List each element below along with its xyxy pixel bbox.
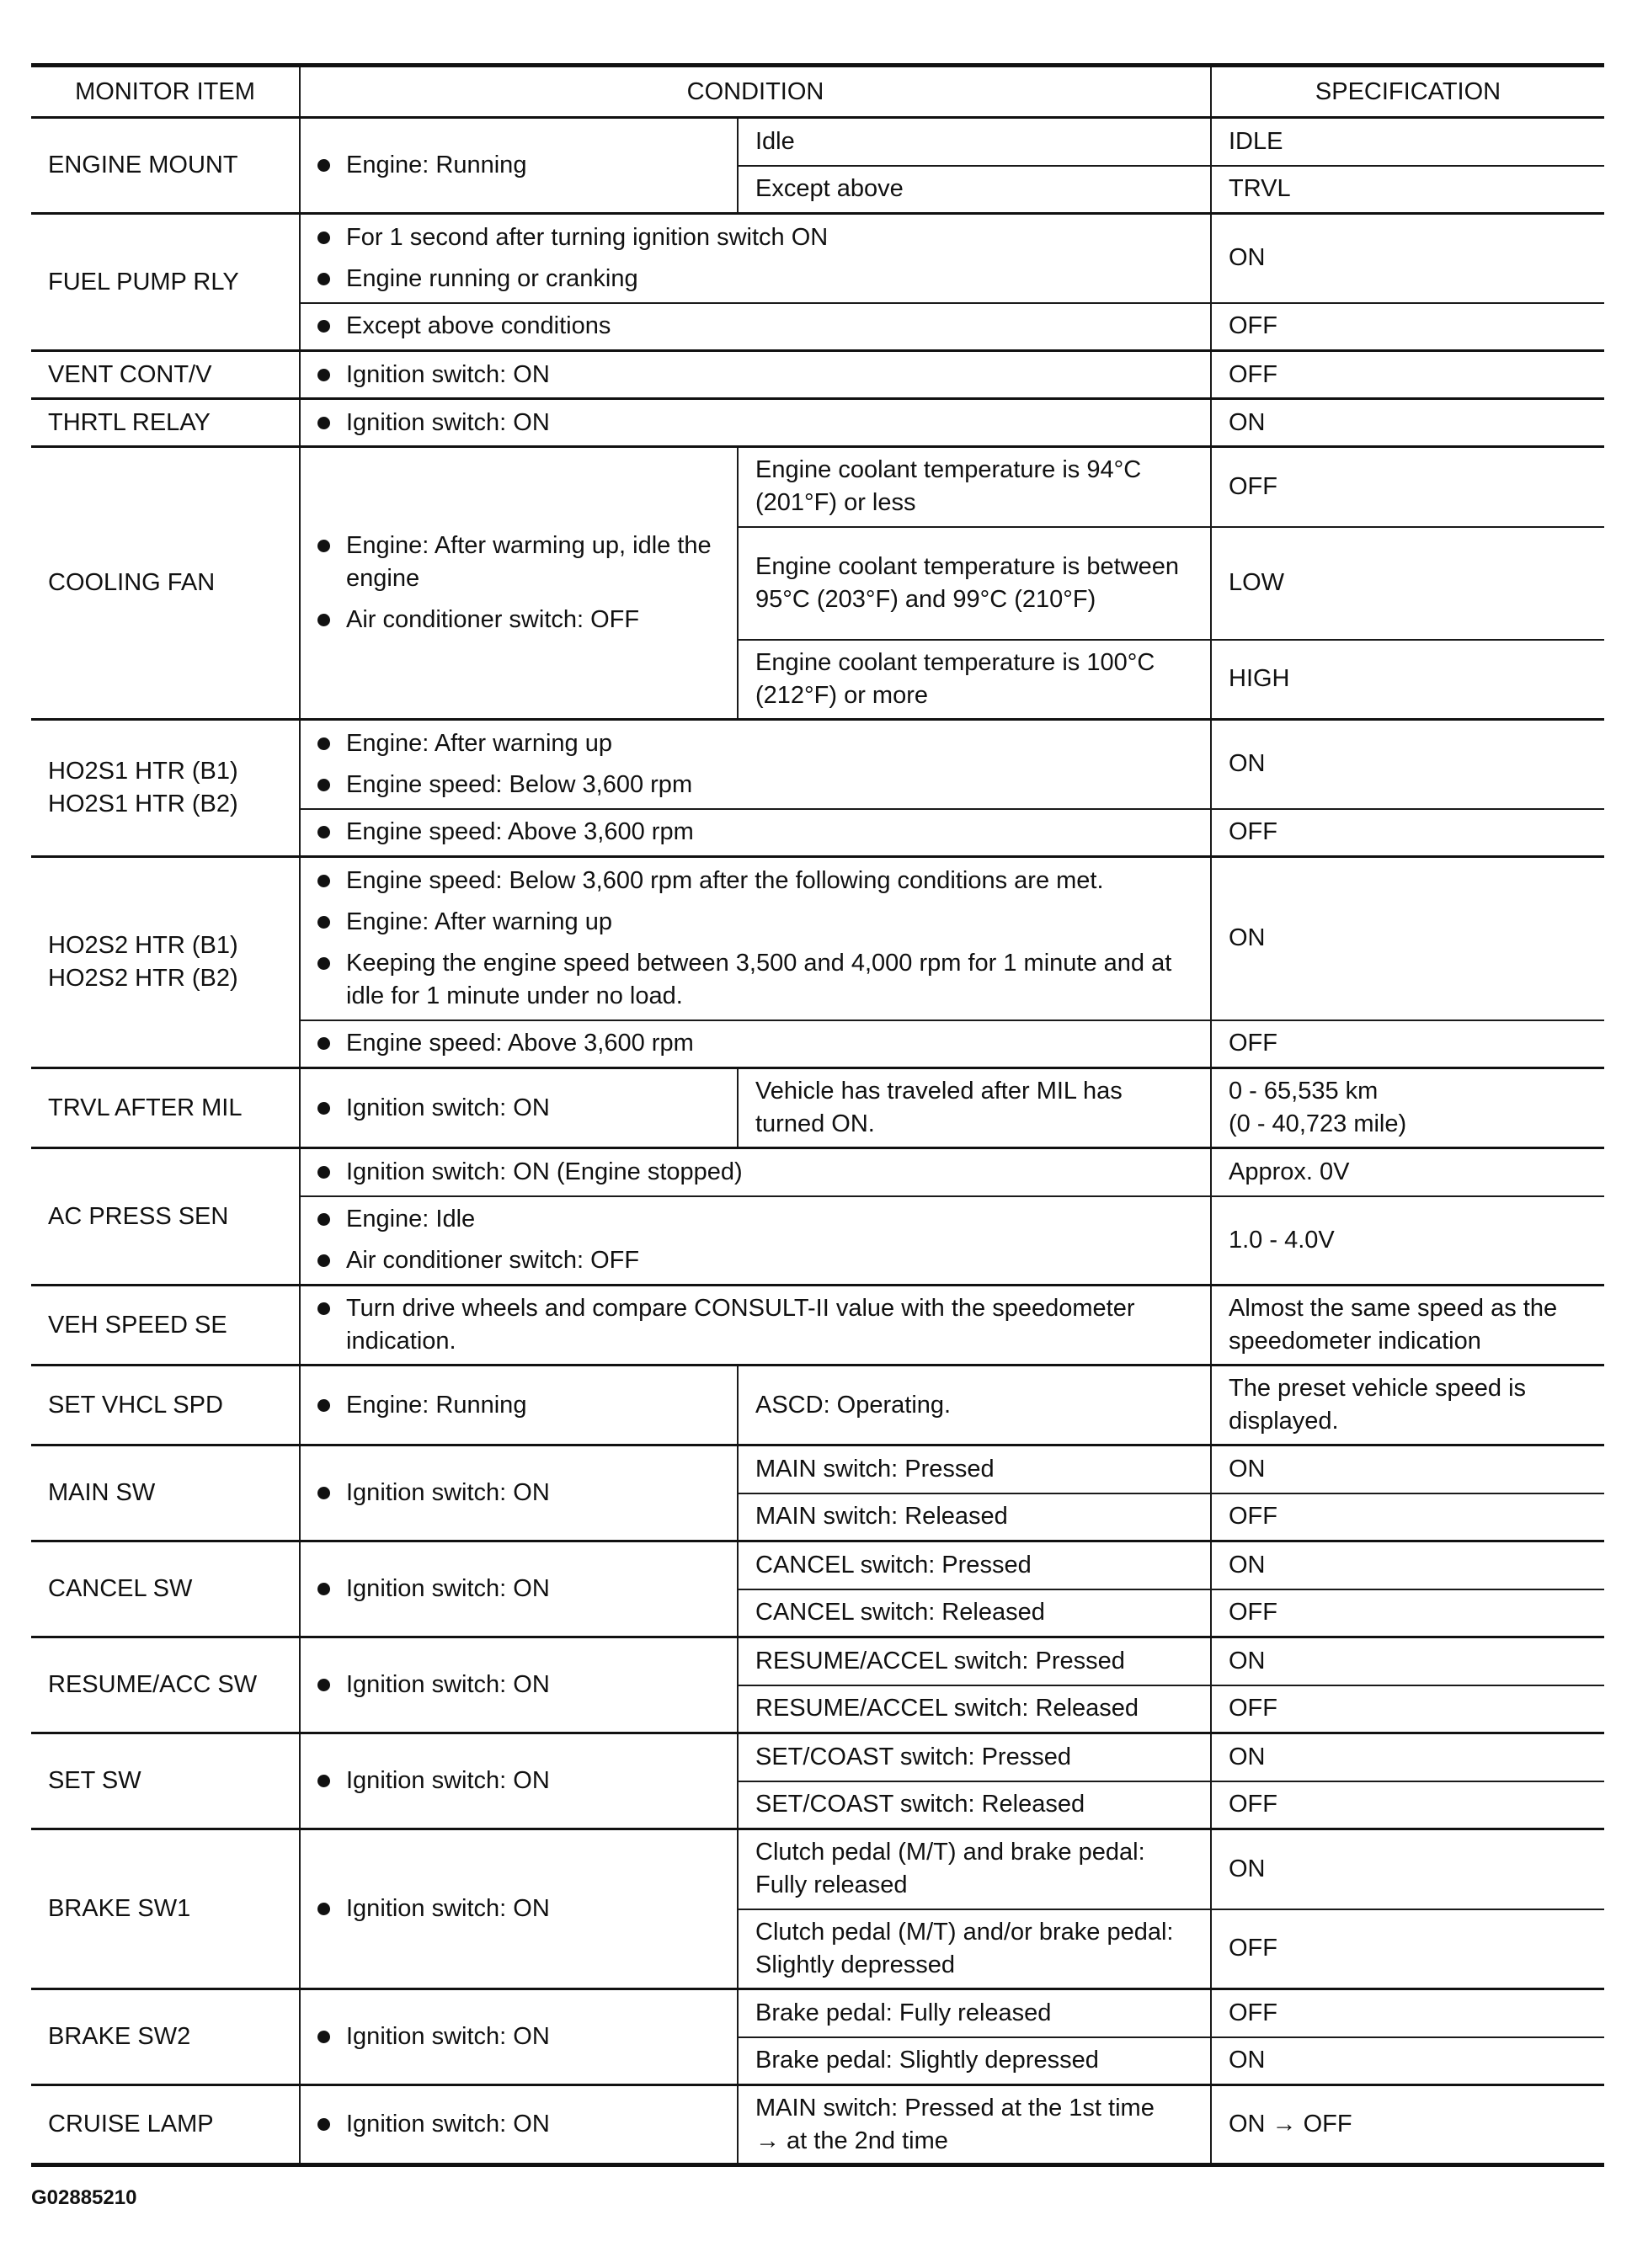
table-row: [31, 857, 1604, 1020]
sub-condition-cell: RESUME/ACCEL switch: Pressed: [738, 1637, 1211, 1685]
header-condition: CONDITION: [300, 66, 1211, 118]
header-monitor-item: MONITOR ITEM: [31, 66, 300, 118]
sub-condition-cell: Vehicle has traveled after MIL has turned ON.: [738, 1068, 1211, 1148]
figure-code: G02885210: [31, 2186, 137, 2209]
monitor-item-cell: HO2S2 HTR (B1) HO2S2 HTR (B2): [31, 857, 300, 1068]
specification-cell: OFF: [1211, 447, 1604, 527]
specification-cell: ON: [1211, 1541, 1604, 1589]
condition-cell: Ignition switch: ON: [300, 1541, 738, 1637]
condition-cell: For 1 second after turning ignition switch ON Engine running or cranking: [300, 214, 1211, 303]
specification-cell: IDLE: [1211, 118, 1604, 166]
specification-cell: OFF: [1211, 1589, 1604, 1637]
condition-cell: Ignition switch: ON (Engine stopped): [300, 1148, 1211, 1196]
table-row: [31, 1148, 1604, 1196]
monitor-item-cell: VEH SPEED SE: [31, 1286, 300, 1366]
condition-cell: Engine: Running: [300, 118, 738, 214]
table-row: [31, 214, 1604, 303]
table-row: [31, 1286, 1604, 1366]
specification-cell: OFF: [1211, 809, 1604, 857]
condition-cell: Ignition switch: ON: [300, 1829, 738, 1989]
table-row: [31, 447, 1604, 527]
specification-cell: OFF: [1211, 1909, 1604, 1989]
condition-cell: Ignition switch: ON: [300, 1445, 738, 1541]
condition-cell: Ignition switch: ON: [300, 399, 1211, 447]
specification-cell: 1.0 - 4.0V: [1211, 1196, 1604, 1286]
monitor-item-cell: VENT CONT/V: [31, 351, 300, 399]
condition-cell: Ignition switch: ON: [300, 1637, 738, 1733]
condition-cell: Ignition switch: ON: [300, 1733, 738, 1829]
specification-cell: The preset vehicle speed is displayed.: [1211, 1366, 1604, 1445]
table-row: [31, 1541, 1604, 1589]
monitor-item-cell: SET SW: [31, 1733, 300, 1829]
sub-condition-cell: CANCEL switch: Pressed: [738, 1541, 1211, 1589]
sub-condition-cell: CANCEL switch: Released: [738, 1589, 1211, 1637]
table-row: [31, 1829, 1604, 1909]
table-row: [31, 1733, 1604, 1781]
monitor-item-cell: HO2S1 HTR (B1) HO2S1 HTR (B2): [31, 720, 300, 857]
specification-cell: OFF: [1211, 1020, 1604, 1068]
condition-cell: Except above conditions: [300, 303, 1211, 351]
specification-cell: OFF: [1211, 1685, 1604, 1733]
specification-cell: ON: [1211, 2037, 1604, 2085]
specification-cell: ON: [1211, 857, 1604, 1020]
monitor-item-cell: CANCEL SW: [31, 1541, 300, 1637]
monitor-item-cell: TRVL AFTER MIL: [31, 1068, 300, 1148]
sub-condition-cell: MAIN switch: Pressed: [738, 1445, 1211, 1493]
condition-cell: Engine speed: Above 3,600 rpm: [300, 809, 1211, 857]
table-row: [31, 1989, 1604, 2037]
sub-condition-cell: RESUME/ACCEL switch: Released: [738, 1685, 1211, 1733]
specification-table: [31, 63, 1604, 2167]
condition-cell: Ignition switch: ON: [300, 2085, 738, 2165]
monitor-item-cell: AC PRESS SEN: [31, 1148, 300, 1286]
condition-cell: Engine speed: Below 3,600 rpm after the following conditions are met. Engine: After warning up Keeping the engine speed between 3,500 and 4,000 rpm for 1 minute and at idle for 1 minute under no load.: [300, 857, 1211, 1020]
monitor-item-cell: SET VHCL SPD: [31, 1366, 300, 1445]
table-row: [31, 351, 1604, 399]
specification-cell: OFF: [1211, 351, 1604, 399]
sub-condition-cell: Engine coolant temperature is between 95°C (203°F) and 99°C (210°F): [738, 527, 1211, 640]
specification-cell: LOW: [1211, 527, 1604, 640]
sub-condition-cell: Clutch pedal (M/T) and/or brake pedal: Slightly depressed: [738, 1909, 1211, 1989]
condition-cell: Engine: Idle Air conditioner switch: OFF: [300, 1196, 1211, 1286]
condition-cell: Engine: After warning up Engine speed: Below 3,600 rpm: [300, 720, 1211, 809]
table-row: [31, 118, 1604, 166]
sub-condition-cell: Engine coolant temperature is 94°C (201°F) or less: [738, 447, 1211, 527]
specification-cell: ON → OFF: [1211, 2085, 1604, 2165]
specification-cell: OFF: [1211, 303, 1604, 351]
condition-cell: Turn drive wheels and compare CONSULT-II value with the speedometer indication.: [300, 1286, 1211, 1366]
header-specification: SPECIFICATION: [1211, 66, 1604, 118]
sub-condition-cell: SET/COAST switch: Pressed: [738, 1733, 1211, 1781]
specification-cell: Approx. 0V: [1211, 1148, 1604, 1196]
sub-condition-cell: MAIN switch: Released: [738, 1493, 1211, 1541]
monitor-item-cell: THRTL RELAY: [31, 399, 300, 447]
sub-condition-cell: SET/COAST switch: Released: [738, 1781, 1211, 1829]
table-header-row: [31, 66, 1604, 118]
monitor-item-cell: BRAKE SW1: [31, 1829, 300, 1989]
table-row: [31, 2085, 1604, 2165]
sub-condition-cell: Engine coolant temperature is 100°C (212°F) or more: [738, 640, 1211, 720]
specification-cell: OFF: [1211, 1989, 1604, 2037]
specification-cell: ON: [1211, 214, 1604, 303]
condition-cell: Ignition switch: ON: [300, 1068, 738, 1148]
sub-condition-cell: Clutch pedal (M/T) and brake pedal: Fully released: [738, 1829, 1211, 1909]
condition-cell: Engine: Running: [300, 1366, 738, 1445]
specification-cell: ON: [1211, 720, 1604, 809]
sub-condition-cell: Idle: [738, 118, 1211, 166]
condition-cell: Ignition switch: ON: [300, 351, 1211, 399]
specification-cell: Almost the same speed as the speedometer indication: [1211, 1286, 1604, 1366]
monitor-item-cell: MAIN SW: [31, 1445, 300, 1541]
condition-cell: Ignition switch: ON: [300, 1989, 738, 2085]
specification-cell: HIGH: [1211, 640, 1604, 720]
table-row: [31, 720, 1604, 809]
specification-cell: OFF: [1211, 1493, 1604, 1541]
specification-cell: TRVL: [1211, 166, 1604, 214]
specification-cell: ON: [1211, 399, 1604, 447]
monitor-item-cell: RESUME/ACC SW: [31, 1637, 300, 1733]
specification-cell: ON: [1211, 1829, 1604, 1909]
monitor-item-cell: FUEL PUMP RLY: [31, 214, 300, 351]
specification-cell: ON: [1211, 1445, 1604, 1493]
condition-cell: Engine speed: Above 3,600 rpm: [300, 1020, 1211, 1068]
sub-condition-cell: MAIN switch: Pressed at the 1st time → at the 2nd time: [738, 2085, 1211, 2165]
monitor-item-cell: COOLING FAN: [31, 447, 300, 720]
monitor-item-cell: CRUISE LAMP: [31, 2085, 300, 2165]
table-row: [31, 1637, 1604, 1685]
condition-cell: Engine: After warming up, idle the engine Air conditioner switch: OFF: [300, 447, 738, 720]
table-row: [31, 1445, 1604, 1493]
sub-condition-cell: Brake pedal: Slightly depressed: [738, 2037, 1211, 2085]
specification-cell: ON: [1211, 1637, 1604, 1685]
monitor-item-cell: BRAKE SW2: [31, 1989, 300, 2085]
sub-condition-cell: ASCD: Operating.: [738, 1366, 1211, 1445]
monitor-item-cell: ENGINE MOUNT: [31, 118, 300, 214]
table-row: [31, 1068, 1604, 1148]
specification-cell: OFF: [1211, 1781, 1604, 1829]
table-row: [31, 1366, 1604, 1445]
specification-cell: 0 - 65,535 km (0 - 40,723 mile): [1211, 1068, 1604, 1148]
sub-condition-cell: Brake pedal: Fully released: [738, 1989, 1211, 2037]
specification-cell: ON: [1211, 1733, 1604, 1781]
sub-condition-cell: Except above: [738, 166, 1211, 214]
table-row: [31, 399, 1604, 447]
